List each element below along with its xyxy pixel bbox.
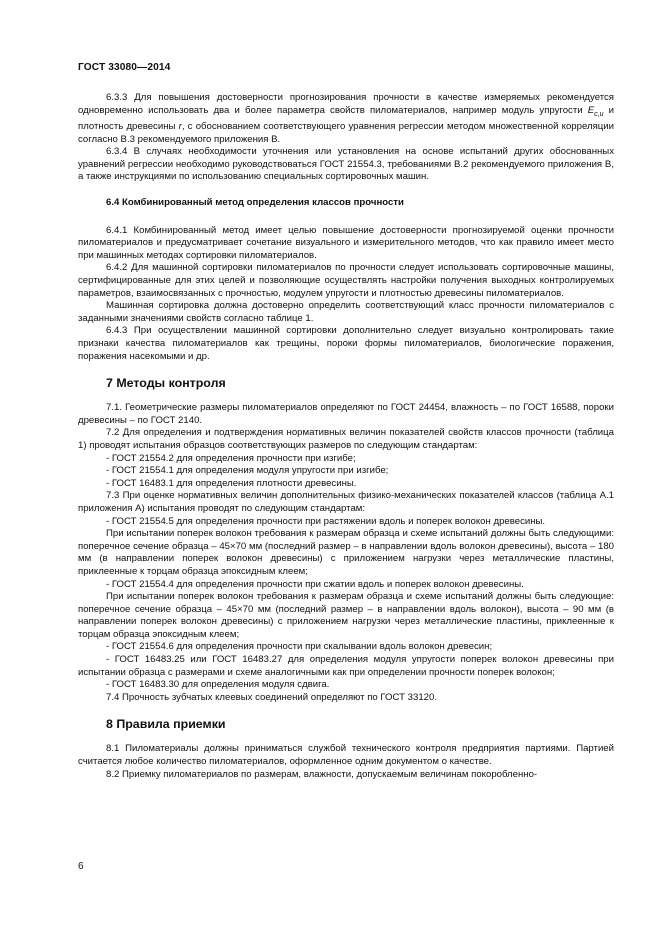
- document-body: [78, 92, 614, 781]
- paragraph-6-3-3: [78, 92, 614, 146]
- paragraph-6-4-2: 6.4.2 Для машинной сортировки пиломатериалов по прочности следует использовать сортировочные машины, сертифицированные для этих целей и позволяющие осуществлять настройки получения выходных контролируемых параметров, взаимосвязанных с прочностью, модулем упругости и плотностью древесины пиломатериалов.: [78, 262, 614, 299]
- text-part: и плотность древесины: [78, 104, 614, 133]
- heading-6-4: 6.4 Комбинированный метод определения классов прочности: [106, 197, 404, 209]
- paragraph-7-3-tension: При испытании поперек волокон требования к размерам образца и схеме испытаний должны быть следующими: поперечное сечение образца – 45×70 мм (последний размер – в направлении вдоль волокон древесины), высота – 180 мм (в направлении поперек волокон древесины) с приложением нагрузки через металлические пластины, приклеенные к торцам образца эпоксидным клеем;: [78, 528, 614, 577]
- list-item: - ГОСТ 21554.6 для определения прочности при скалывании вдоль волокон древесин;: [106, 641, 493, 653]
- paragraph-6-4-1: 6.4.1 Комбинированный метод имеет целью повышение достоверности прогнозируемой оценки прочности пиломатериалов и предусматривает сочетание визуального и измерительного методов, что как правило имеет место при машинных методах сортировки пиломатериалов.: [78, 224, 614, 261]
- paragraph-7-3-compression: При испытании поперек волокон требования к размерам образца и схеме испытаний должны быть следующие: поперечное сечение образца – 45×70 мм (последний размер – в направлении вдоль волокон), высота – 90 мм (в направлении поперек волокон древесины) с приложением нагрузки через металлические пластины, приклеенные к торцам образца эпоксидным клеем;: [78, 591, 614, 640]
- paragraph-7-1: 7.1. Геометрические размеры пиломатериалов определяют по ГОСТ 24454, влажность – по ГОСТ 16588, пороки древесины – по ГОСТ 2140.: [78, 402, 614, 426]
- list-item: - ГОСТ 16483.30 для определения модуля сдвига.: [106, 679, 330, 691]
- paragraph-6-3-4: 6.3.4 В случаях необходимости уточнения или установления на основе испытаний других обоснованных уравнений регрессии необходимо руководствоваться ГОСТ 21554.3, требованиями В.2 рекомендуемого приложения В, а также инструкциями по использованию специальных сортировочных машин.: [78, 146, 614, 183]
- heading-section-7: 7 Методы контроля: [106, 376, 226, 391]
- paragraph-8-1: 8.1 Пиломатериалы должны приниматься службой технического контроля предприятия партиями. Партией считается любое количество пиломатериалов, оформленное одним документом о качестве.: [78, 743, 614, 768]
- paragraph-8-2: 8.2 Приемку пиломатериалов по размерам, влажности, допускаемым величинам покоробленно-: [106, 768, 538, 780]
- text-part: , с обоснованием соответствующего уравнения регрессии методом множественной корреляции согласно В.3 рекомендуемого приложения В.: [78, 121, 614, 145]
- paragraph-7-2: 7.2 Для определения и подтверждения нормативных величин показателей свойств классов прочности (таблица 1) проводят испытания образцов соответствующих размеров по следующим стандартам:: [78, 427, 614, 451]
- list-item: - ГОСТ 21554.4 для определения прочности при сжатии вдоль и поперек волокон древесины.: [106, 578, 524, 590]
- paragraph-7-3: 7.3 При оценке нормативных величин дополнительных физико-механических показателей классов (таблица А.1 приложения А) испытания проводят по следующим стандартам:: [78, 490, 614, 514]
- density-symbol: r: [178, 121, 182, 133]
- text-part: 6.3.3 Для повышения достоверности прогнозирования прочности в качестве измеряемых рекомендуется одновременно использовать два и более параметра свойств пиломатериалов, например модуль упругости: [78, 92, 614, 116]
- list-item: - ГОСТ 21554.5 для определения прочности при растяжении вдоль и поперек волокон древесины.: [106, 515, 546, 527]
- modulus-symbol: E: [587, 104, 595, 116]
- paragraph-7-4: 7.4 Прочность зубчатых клеевых соединений определяют по ГОСТ 33120.: [106, 691, 437, 703]
- paragraph-6-4-3: 6.4.3 При осуществлении машинной сортировки дополнительно следует визуально контролировать такие признаки качества пиломатериалов как трещины, пороки формы пиломатериалов, биологические поражения, поражения насекомыми и др.: [78, 325, 614, 362]
- list-item: - ГОСТ 16483.1 для определения плотности древесины.: [106, 477, 357, 489]
- list-item: - ГОСТ 21554.2 для определения прочности при изгибе;: [106, 452, 356, 464]
- list-item: - ГОСТ 16483.25 или ГОСТ 16483.27 для определения модуля упругости поперек волокон древесины при испытании образца с размерами и схеме аналогичными как при определении прочности поперек волокон;: [78, 654, 614, 678]
- modulus-subscript: с,и: [594, 110, 604, 118]
- document-code-header: ГОСТ 33080—2014: [78, 62, 171, 73]
- list-item: - ГОСТ 21554.1 для определения модуля упругости при изгибе;: [106, 465, 389, 477]
- paragraph-6-4-2-cont: Машинная сортировка должна достоверно определить соответствующий класс прочности пиломатериалов с заданными значениями свойств согласно таблице 1.: [78, 300, 614, 324]
- heading-section-8: 8 Правила приемки: [106, 717, 226, 732]
- page-number: 6: [78, 861, 84, 872]
